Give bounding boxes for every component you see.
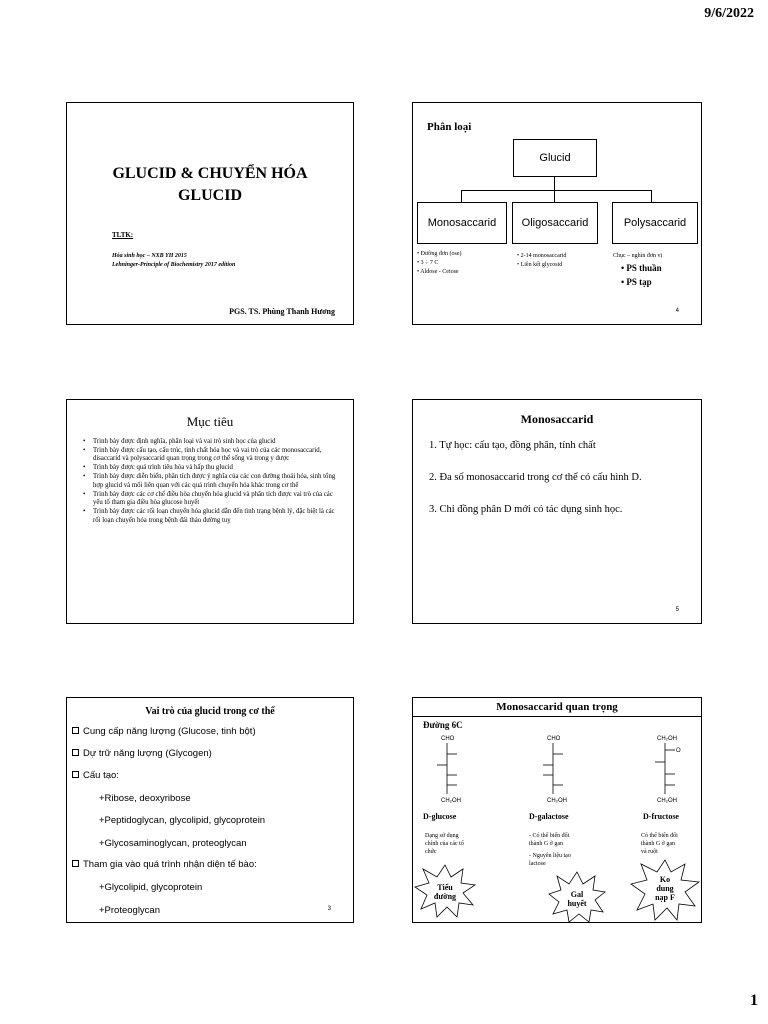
svg-text:huyết: huyết <box>567 899 587 908</box>
mono-note-3: • Aldose - Cetose <box>417 269 459 275</box>
checkbox-bullet-icon <box>72 749 79 756</box>
svg-text:O: O <box>676 748 681 754</box>
slide-roles <box>66 697 354 923</box>
mono-note-1: • Đường đơn (ose) <box>417 251 462 257</box>
galactosemia-starburst-icon <box>547 870 607 923</box>
role-item: Tham gia vào quá trình nhận diện tế bào: <box>72 859 257 870</box>
svg-text:Tiểu: Tiểu <box>437 883 453 892</box>
references-label: TLTK: <box>112 231 134 239</box>
role-subitem: +Peptidoglycan, glycolipid, glycoprotein <box>99 815 266 826</box>
slide-number: 5 <box>675 607 679 613</box>
title-line-2: GLUCID <box>177 187 242 204</box>
poly-note: Chục – nghìn đơn vị <box>613 253 663 259</box>
svg-text:dung: dung <box>656 884 674 893</box>
connector-line <box>651 190 652 202</box>
connector-line <box>554 176 555 190</box>
author-name: PGS. TS. Phùng Thanh Hương <box>229 307 335 316</box>
slide-important-monosaccarid <box>412 697 702 923</box>
monosaccarid-title: Monosaccarid <box>520 412 594 426</box>
checkbox-bullet-icon <box>72 860 79 867</box>
objectives-list <box>81 438 343 526</box>
monosaccarid-box: Monosaccarid <box>417 202 507 244</box>
role-subitem: +Glycosaminoglycan, proteoglycan <box>99 838 247 849</box>
svg-text:CHO: CHO <box>547 736 561 742</box>
sugar-name-galactose: D-galactose <box>529 812 569 821</box>
monosaccarid-point-2: 2. Đa số monosaccarid trong cơ thể có cấu hình D. <box>429 472 642 483</box>
monosaccarid-point-3: 3. Chỉ đồng phân D mới có tác dụng sinh học. <box>429 504 623 515</box>
oligosaccarid-box: Oligosaccarid <box>512 202 598 244</box>
galactose-description: - Có thể biến đổi thành G ở gan - Nguyên liệu tạo lactose <box>529 833 571 867</box>
document-date: 9/6/2022 <box>704 6 754 21</box>
mono-note-2: • 3 ÷ 7 C <box>417 260 439 266</box>
ps-type-2: • PS tạp <box>621 277 652 287</box>
svg-text:nạp F: nạp F <box>655 893 675 902</box>
role-subitem: +Proteoglycan <box>99 905 160 916</box>
objective-item: • Trình bày được định nghĩa, phân loại và vai trò sinh học của glucid <box>81 438 343 446</box>
svg-text:CH₂OH: CH₂OH <box>657 798 677 804</box>
hexose-subtitle: Đường 6C <box>423 720 463 730</box>
polysaccarid-box: Polysaccarid <box>612 202 698 244</box>
role-item: Cấu tạo: <box>72 770 119 781</box>
slide-classification <box>412 102 702 325</box>
connector-line <box>461 190 462 202</box>
oligo-note-2: • Liên kết glycosid <box>517 262 563 268</box>
slide-title <box>66 102 354 325</box>
roles-title: Vai trò của glucid trong cơ thể <box>145 706 275 717</box>
monosaccarid-point-1: 1. Tự học: cấu tạo, đồng phân, tính chất <box>429 440 596 451</box>
glucose-description: Dạng sử dụng chính của các tổ chức <box>425 833 464 855</box>
galactose-structure-icon <box>539 732 589 804</box>
sugar-name-fructose: D-fructose <box>643 812 679 821</box>
role-item: Dự trữ năng lượng (Glycogen) <box>72 748 212 759</box>
title-line-1: GLUCID & CHUYỂN HÓA <box>112 165 308 182</box>
reference-2: Lehninger-Principle of Biochemistry 2017 edition <box>112 262 236 268</box>
fructose-intolerance-starburst-icon <box>629 858 701 922</box>
svg-text:CH₂OH: CH₂OH <box>441 798 461 804</box>
svg-text:Gal: Gal <box>570 890 584 899</box>
slide-number: 4 <box>675 308 679 314</box>
slide-monosaccarid <box>412 399 702 624</box>
checkbox-bullet-icon <box>72 727 79 734</box>
important-monosaccarid-title: Monosaccarid quan trọng <box>413 698 701 717</box>
objective-item: • Trình bày được diễn biến, phân tích được ý nghĩa của các con đường thoái hóa, sinh tổng hợp glucid và mối liên quan với các quá trình chuyển hóa khác trong cơ thể <box>81 473 343 490</box>
oligo-note-1: • 2-14 monosaccarid <box>517 253 567 259</box>
diabetes-starburst-icon <box>413 863 477 919</box>
role-subitem: +Ribose, deoxyribose <box>99 793 191 804</box>
checkbox-bullet-icon <box>72 771 79 778</box>
objective-item: • Trình bày được cấu tạo, cấu trúc, tính chất hóa học và vai trò của các monosaccarid, disaccarid và polysaccarid quan trọng trong cơ thể sống và trong y dược <box>81 447 343 464</box>
fructose-description: Có thể biến đổi thành G ở gan và ruột <box>641 833 678 855</box>
objectives-title: Mục tiêu <box>186 414 234 429</box>
classification-heading: Phân loại <box>427 121 472 133</box>
fructose-structure-icon <box>651 732 701 804</box>
connector-line <box>461 190 651 191</box>
svg-text:Ko: Ko <box>659 875 671 884</box>
svg-text:CH₂OH: CH₂OH <box>547 798 567 804</box>
objective-item: • Trình bày được quá trình tiêu hóa và hấp thu glucid <box>81 464 343 472</box>
sugar-name-glucose: D-glucose <box>423 812 457 821</box>
connector-line <box>554 190 555 202</box>
svg-text:CHO: CHO <box>441 736 455 742</box>
page-number: 1 <box>750 992 758 1009</box>
slide-number: 3 <box>327 906 331 912</box>
reference-1: Hóa sinh học – NXB YH 2015 <box>112 253 187 259</box>
ps-type-1: • PS thuần <box>621 263 662 273</box>
slide-title-heading <box>67 163 353 207</box>
glucose-structure-icon <box>433 732 483 804</box>
objective-item: • Trình bày được các rối loạn chuyển hóa glucid dẫn đến tình trạng bệnh lý, đặc biệt là các rối loạn chuyển hóa trong bệnh đái tháo đường tuỵ <box>81 508 343 525</box>
svg-text:đường: đường <box>433 892 457 901</box>
slide-objectives <box>66 399 354 624</box>
role-item: Cung cấp năng lượng (Glucose, tinh bột) <box>72 726 256 737</box>
glucid-root-box: Glucid <box>513 139 597 177</box>
role-subitem: +Glycolipid, glycoprotein <box>99 882 203 893</box>
svg-text:CH₂OH: CH₂OH <box>657 736 677 742</box>
objective-item: • Trình bày được các cơ chế điều hòa chuyển hóa glucid và phân tích được vai trò của các yếu tố tham gia điều hòa glucose huyết <box>81 491 343 508</box>
